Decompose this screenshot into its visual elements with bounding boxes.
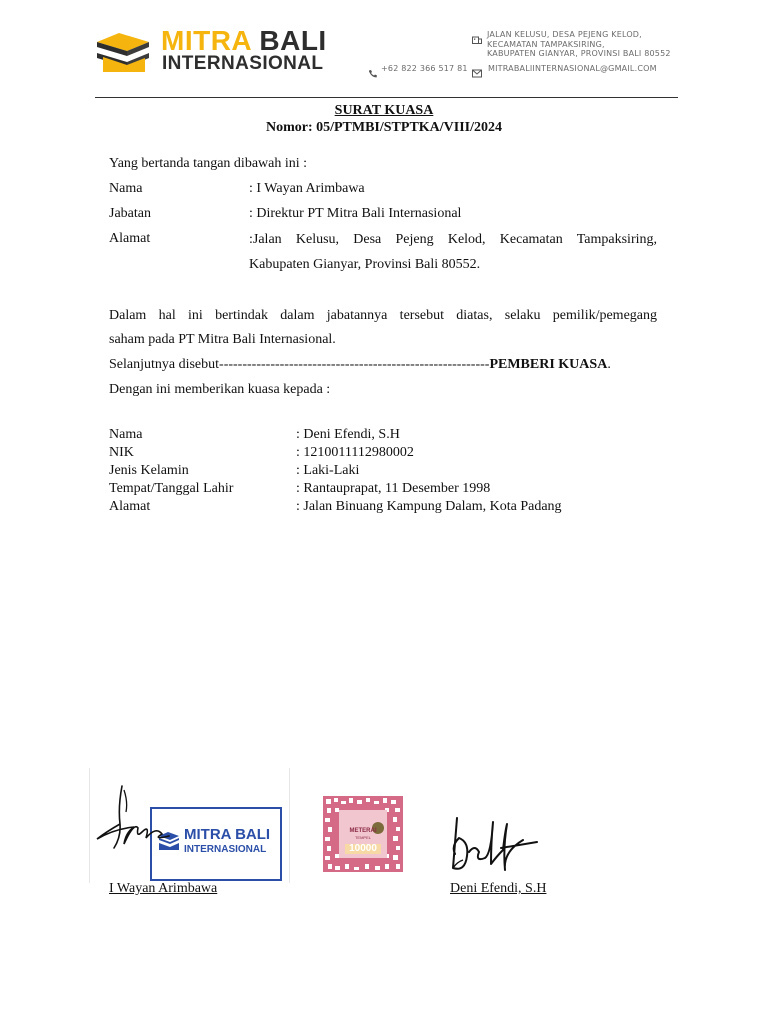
brand-name-line1 [161,26,327,56]
referred-role: PEMBERI KUASA [489,357,608,372]
grantee-label-nik: NIK [109,445,134,460]
brand-name-line2: INTERNASIONAL [162,53,324,74]
company-email: MITRABALIINTERNASIONAL@GMAIL.COM [488,64,657,73]
paragraph-line1: Dalam hal ini bertindak dalam jabatannya tersebut diatas, selaku pemilik/pemegang [109,308,657,323]
grantor-address-label: Alamat [109,231,151,246]
referred-prefix: Selanjutnya disebut---------------------------------------------------------- [109,357,490,372]
scan-edge-right [289,768,290,883]
grantor-position-value: : Direktur PT Mitra Bali Internasional [249,206,462,221]
grantee-value-gender: : Laki-Laki [296,463,360,478]
signature-left-icon [94,782,174,857]
brand-accent-text: MITRA [161,25,252,56]
grantor-address-line2: Kabupaten Gianyar, Provinsi Bali 80552. [249,257,481,272]
grantee-value-nik: : 1210011112980002 [296,445,414,460]
grant-line: Dengan ini memberikan kuasa kepada : [109,382,331,397]
building-icon [472,31,482,40]
document-number: Nomor: 05/PTMBI/STPTKA/VIII/2024 [265,120,503,135]
grantee-label-address: Alamat [109,499,151,514]
scan-edge-left [89,768,90,883]
intro-text: Yang bertanda tangan dibawah ini : [109,156,308,171]
meterai-sub: TEMPEL [354,835,371,840]
grantor-name-label: Nama [109,181,143,196]
grantee-label-birth: Tempat/Tanggal Lahir [109,481,234,496]
mail-icon [472,65,482,74]
document-title: SURAT KUASA [334,103,434,118]
grantor-position-label: Jabatan [109,206,151,221]
grantee-label-name: Nama [109,427,143,442]
brand-dark-text: BALI [259,25,327,56]
header-divider [95,97,678,98]
address-line: KECAMATAN TAMPAKSIRING, [487,39,605,49]
stamp-line1: MITRA BALI [184,826,271,843]
grantee-label-gender: Jenis Kelamin [109,463,189,478]
grantee-value-birth: : Rantauprapat, 11 Desember 1998 [296,481,491,496]
referred-as-line [109,357,657,373]
stamp-line2: INTERNASIONAL [184,844,267,855]
meterai-label: METERAI [349,828,377,834]
company-logo-icon [95,33,151,73]
address-line: KABUPATEN GIANYAR, PROVINSI BALI 80552 [487,49,671,58]
grantee-value-address: : Jalan Binuang Kampung Dalam, Kota Padang [296,499,562,514]
company-phone: +62 822 366 517 81 [381,64,468,73]
phone-icon [368,65,378,74]
meterai-value: 10000 [349,843,377,854]
grantor-name-value: : I Wayan Arimbawa [249,181,365,196]
referred-end: . [607,357,611,372]
grantor-address-line1: :Jalan Kelusu, Desa Pejeng Kelod, Kecamatan Tampaksiring, [249,232,657,247]
right-signatory-name: Deni Efendi, S.H [450,881,547,896]
address-line: JALAN KELUSU, DESA PEJENG KELOD, [487,30,642,39]
meterai-stamp [323,796,403,872]
paragraph-line2: saham pada PT Mitra Bali Internasional. [109,332,336,347]
stamp-signature-scan [89,768,290,883]
company-address [487,30,671,59]
grantee-value-name: : Deni Efendi, S.H [296,427,400,442]
left-signatory-name: I Wayan Arimbawa [109,881,218,896]
signature-right-icon [445,812,545,884]
